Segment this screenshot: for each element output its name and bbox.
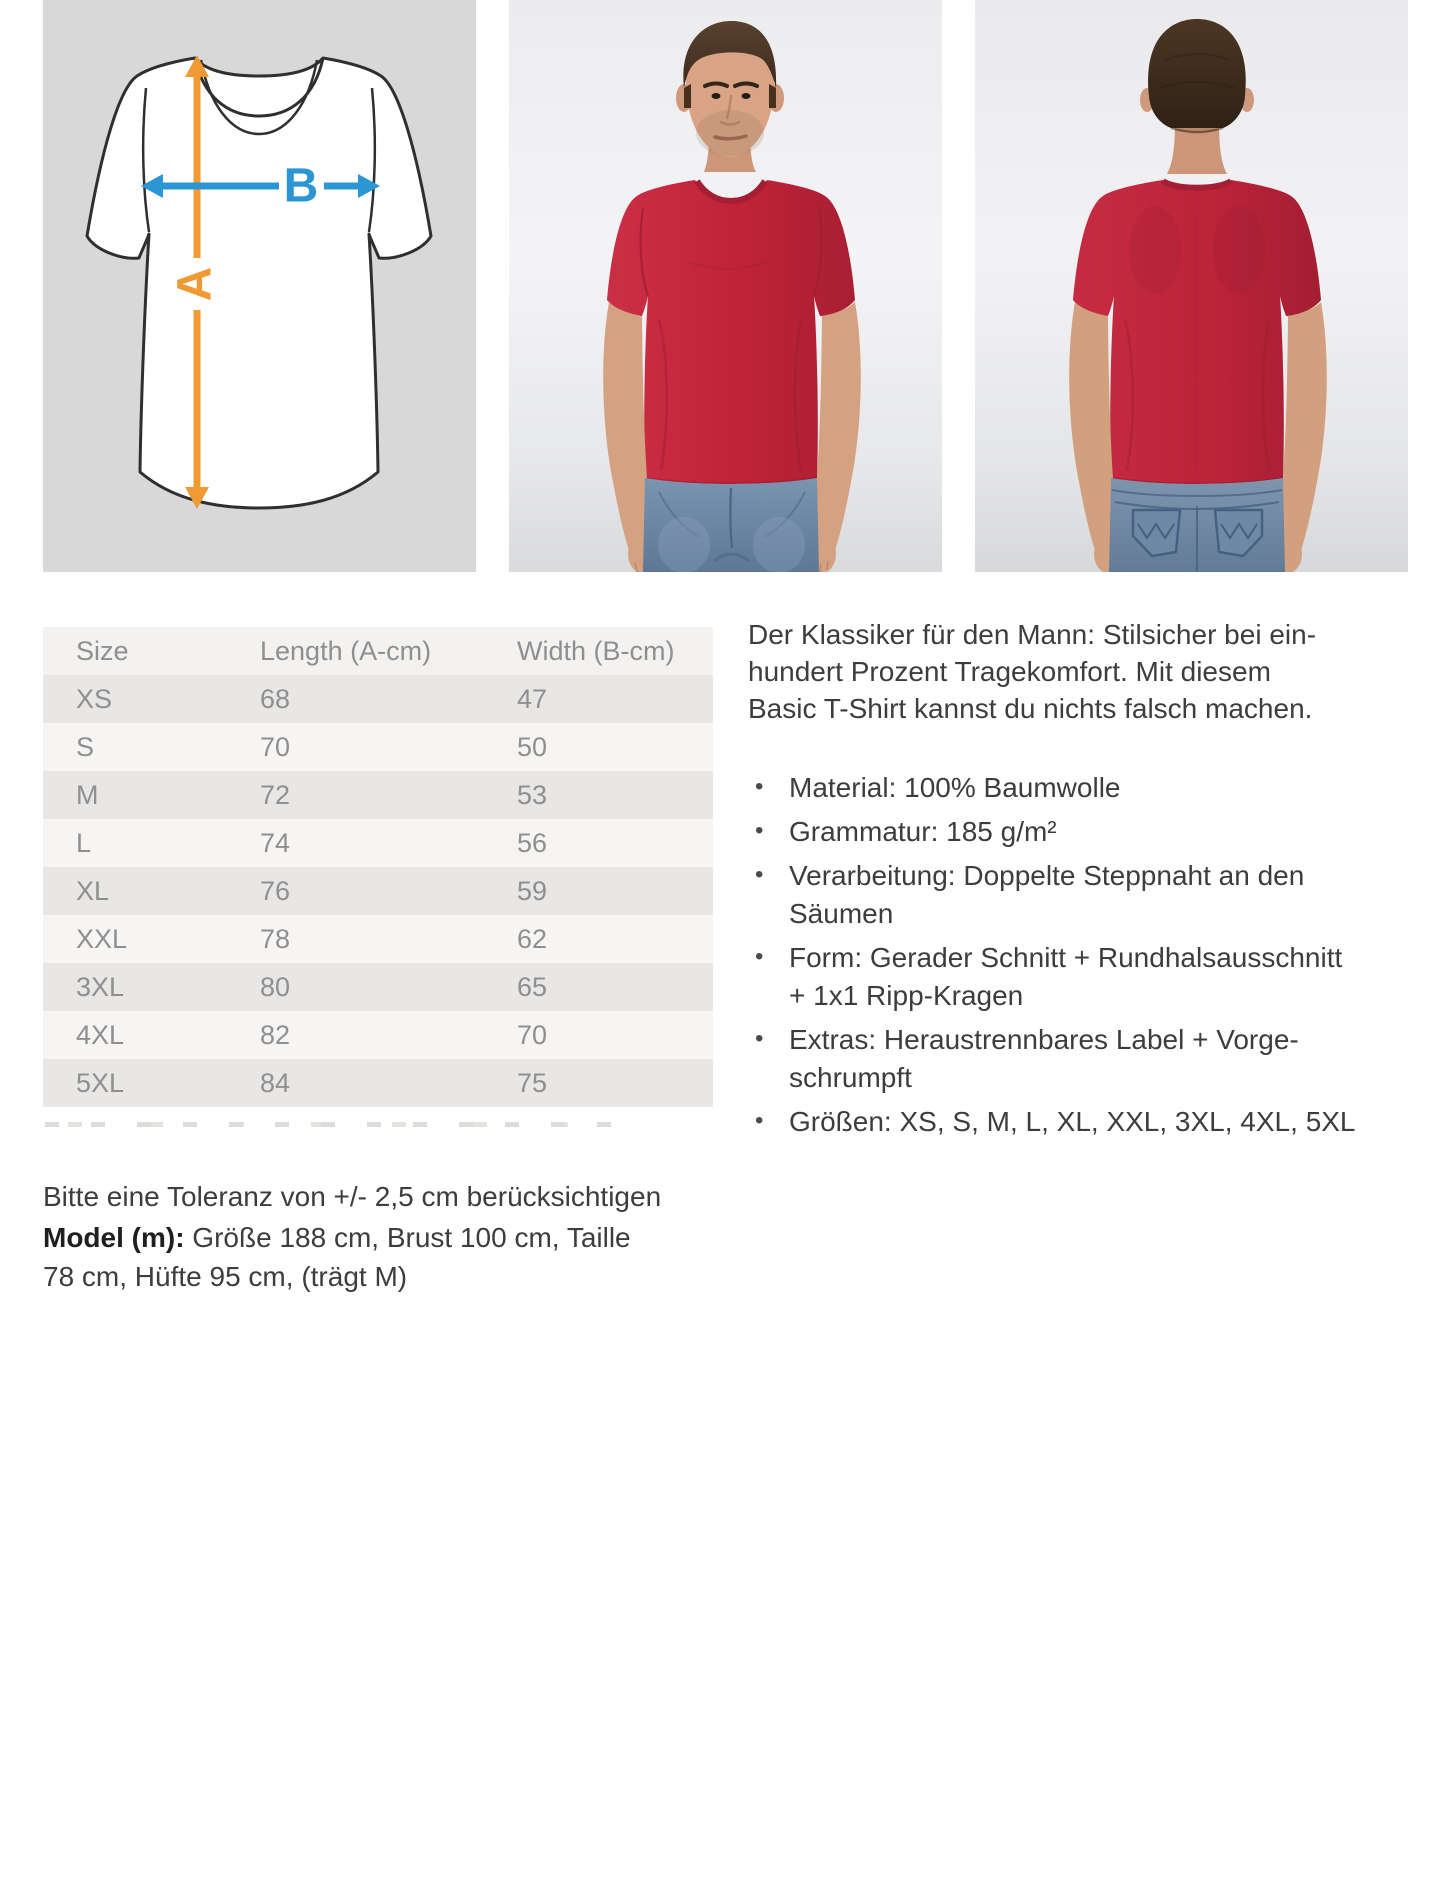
product-description [748,616,1410,1147]
list-item [748,769,1410,807]
table-row [43,867,713,915]
intro-line: Der Klassiker für den Mann: Stilsicher bei ein- [748,619,1317,650]
model-details-line1: Größe 188 cm, Brust 100 cm, Taille [184,1222,631,1253]
size-cell: 3XL [76,971,125,1002]
length-cell: 72 [260,779,291,810]
model-back-photo [975,0,1408,572]
clipped-row-sliver [45,1122,620,1127]
feature-text: Säumen [789,898,894,929]
size-table-header-row [43,627,713,675]
list-item [748,1103,1410,1141]
size-cell: XS [76,683,113,714]
width-cell: 56 [517,827,548,858]
size-column-header: Size [76,635,129,666]
width-column-header: Width (B-cm) [517,635,675,666]
table-row [43,675,713,723]
intro-line: Basic T-Shirt kannst du nichts falsch machen. [748,693,1313,724]
width-cell: 50 [517,731,548,762]
size-cell: XXL [76,923,128,954]
feature-text: Größen: XS, S, M, L, XL, XXL, 3XL, 4XL, 5XL [789,1106,1356,1137]
intro-line: hundert Prozent Tragekomfort. Mit diesem [748,656,1271,687]
table-row [43,1011,713,1059]
length-cell: 68 [260,683,291,714]
width-cell: 70 [517,1019,548,1050]
size-cell: S [76,731,95,762]
model-front-illustration [509,0,942,572]
length-cell: 84 [260,1067,291,1098]
model-front-photo [509,0,942,572]
size-cell: XL [76,875,110,906]
tolerance-note: Bitte eine Toleranz von +/- 2,5 cm berücksichtigen [43,1181,662,1212]
model-measurements-note [43,1218,643,1296]
table-row [43,771,713,819]
model-back-illustration [975,0,1408,572]
list-item [748,813,1410,851]
bullet-icon: • [755,773,764,800]
feature-text: + 1x1 Ripp-Kragen [789,980,1024,1011]
feature-text: Form: Gerader Schnitt + Rundhalsausschnitt [789,942,1343,973]
size-diagram-image [43,0,476,572]
model-details-line2: 78 cm, Hüfte 95 cm, (trägt M) [43,1261,408,1292]
list-item [748,939,1410,1015]
width-cell: 75 [517,1067,548,1098]
table-row [43,819,713,867]
width-cell: 47 [517,683,548,714]
bullet-icon: • [755,1025,764,1052]
width-label: B [283,159,319,213]
bullet-icon: • [755,817,764,844]
width-cell: 62 [517,923,548,954]
length-column-header: Length (A-cm) [260,635,432,666]
length-cell: 80 [260,971,291,1002]
feature-text: Grammatur: 185 g/m² [789,816,1057,847]
size-table [43,627,713,1107]
length-cell: 74 [260,827,291,858]
feature-text: Material: 100% Baumwolle [789,772,1121,803]
width-cell: 59 [517,875,548,906]
feature-list [748,769,1410,1141]
bullet-icon: • [755,943,764,970]
list-item [748,1021,1410,1097]
bullet-icon: • [755,1107,764,1134]
length-cell: 70 [260,731,291,762]
length-cell: 82 [260,1019,291,1050]
table-row [43,723,713,771]
size-cell: 4XL [76,1019,125,1050]
width-cell: 65 [517,971,548,1002]
bullet-icon: • [755,861,764,888]
description-intro [748,616,1410,727]
feature-text: schrumpft [789,1062,912,1093]
width-cell: 53 [517,779,548,810]
size-cell: L [76,827,92,858]
feature-text: Verarbeitung: Doppelte Steppnaht an den [789,860,1305,891]
length-cell: 78 [260,923,291,954]
length-cell: 76 [260,875,291,906]
table-row [43,915,713,963]
size-cell: M [76,779,99,810]
size-diagram-svg [43,0,476,572]
table-row [43,1059,713,1107]
model-label: Model (m): [43,1222,185,1253]
table-row [43,963,713,1011]
list-item [748,857,1410,933]
feature-text: Extras: Heraustrennbares Label + Vorge- [789,1024,1299,1055]
size-cell: 5XL [76,1067,125,1098]
length-label: A [168,266,222,302]
